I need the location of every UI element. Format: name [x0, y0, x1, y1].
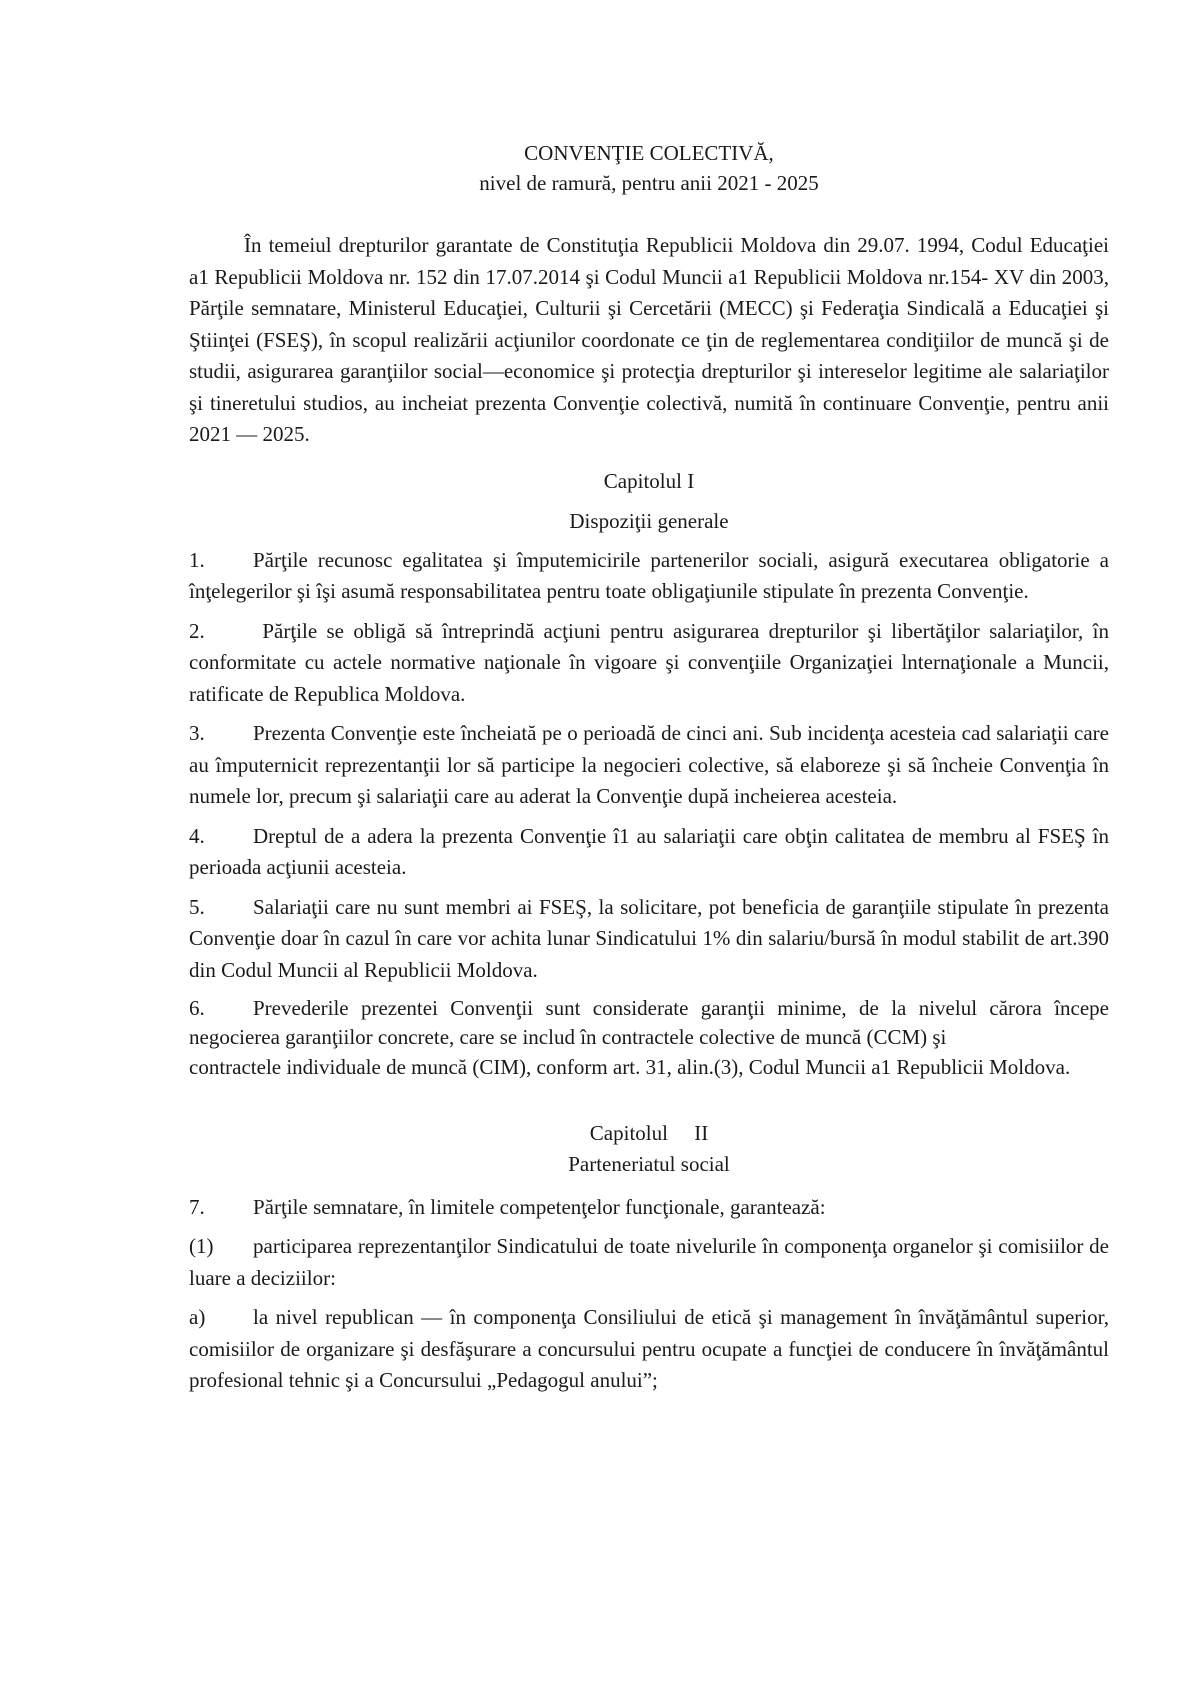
article-number: 2.	[189, 618, 205, 643]
article-number: 5.	[189, 894, 205, 919]
article-text: Părţile se obligă să întreprindă acţiuni pentru asigurarea drepturilor şi libertăţilor salariaţilor, în conformitate cu actele normative naţionale în vigoare şi convenţiile Organizaţiei lnternaţionale a Muncii, ratificate de Republica Moldova.	[189, 618, 1109, 706]
article-5	[189, 892, 1109, 987]
article-7-point-a	[189, 1302, 1109, 1397]
article-text: Părţile recunosc egalitatea şi împutemicirile partenerilor sociali, asigură executarea obligatorie a înţelegerilor şi îşi asumă responsabilitatea pentru toate obligaţiunile stipulate în prezenta Convenţie.	[189, 547, 1109, 603]
article-7-point-1	[189, 1231, 1109, 1294]
chapter-1-heading: Capitolul I	[603, 468, 695, 493]
article-text: Prevederile prezentei Convenţii sunt considerate garanţii minime, de la nivelul cărora începe negocierea garanţiilor concrete, care se includ în contractele colective de muncă (CCM) şi	[189, 996, 1109, 1049]
document-subtitle: nivel de ramură, pentru anii 2021 - 2025	[479, 171, 819, 195]
article-text: Părţile semnatare, în limitele competenţelor funcţionale, garantează:	[253, 1194, 826, 1219]
article-text: Prezenta Convenţie este încheiată pe o perioadă de cinci ani. Sub incidenţa acesteia cad salariaţii care au împuternicit reprezentanţii lor să participe la negocieri colective, să elaboreze şi să încheie Convenţia în numele lor, precum şi salariaţii care au aderat la Convenţie după incheierea acesteia.	[189, 721, 1109, 808]
article-2	[189, 616, 1109, 711]
article-text: la nivel republican — în componenţa Consiliului de etică şi management în învăţământul superior, comisiilor de organizare şi desfăşurare a concursului pentru ocupate a funcţiei de conducere în învăţământul profesional tehnic şi a Concursului „Pedagogul anului”;	[189, 1305, 1109, 1392]
article-text: participarea reprezentanţilor Sindicatului de toate nivelurile în componenţa organelor şi comisiilor de luare a deciziilor:	[189, 1234, 1109, 1290]
article-number: 3.	[189, 721, 205, 745]
chapter-1	[189, 465, 1109, 1084]
article-1	[189, 545, 1109, 608]
document-body	[189, 138, 1109, 1405]
article-4	[189, 821, 1109, 884]
chapter-2-title: Parteneriatul social	[568, 1151, 730, 1176]
article-text: Dreptul de a adera la prezenta Convenţie î1 au salariaţii care obţin calitatea de membru al FSEŞ în perioada acţiunii acesteia.	[189, 823, 1109, 879]
article-7	[189, 1192, 1109, 1224]
article-number: 4.	[189, 823, 205, 848]
section-spacer	[189, 1084, 1109, 1118]
article-6	[189, 994, 1109, 1052]
intro-paragraph: În temeiul drepturilor garantate de Constituţia Republicii Moldova din 29.07. 1994, Codul Educaţiei a1 Republicii Moldova nr. 152 din 17.07.2014 şi Codul Muncii a1 Republicii Moldova nr.154- XV din 2003, Părţile semnatare, Ministerul Educaţiei, Culturii şi Cercetării (MECC) şi Federaţia Sindicală a Educaţiei şi Ştiinţei (FSEŞ), în scopul realizării acţiunilor coordonate ce ţin de reglementarea condiţiilor de muncă şi de studii, asigurarea garanţiilor social—economice şi protecţia drepturilor şi intereselor legitime ale salariaţilor şi tineretului studios, au incheiat prezenta Convenţie colectivă, numită în continuare Convenţie, pentru anii 2021 — 2025.	[189, 233, 1109, 446]
chapter-2-heading: Capitolul II	[589, 1120, 709, 1145]
article-6-continuation: contractele individuale de muncă (CIM), conform art. 31, alin.(3), Codul Muncii a1 Republicii Moldova.	[189, 1055, 1071, 1079]
chapter-2	[189, 1118, 1109, 1397]
article-3	[189, 718, 1109, 813]
article-number: 7.	[189, 1194, 205, 1219]
article-number: 1.	[189, 547, 205, 572]
article-number: (1)	[189, 1234, 214, 1258]
article-number: a)	[189, 1305, 206, 1329]
chapter-1-title: Dispoziţii generale	[569, 508, 729, 533]
article-text: Salariaţii care nu sunt membri ai FSEŞ, la solicitare, pot beneficia de garanţiile stipulate în prezenta Convenţie doar în cazul în care vor achita lunar Sindicatului 1% din salariu/bursă în modul stabilit de art.390 din Codul Muncii al Republicii Moldova.	[189, 894, 1109, 982]
document-title: CONVENŢIE COLECTIVĂ,	[524, 141, 774, 165]
article-number: 6.	[189, 996, 205, 1020]
